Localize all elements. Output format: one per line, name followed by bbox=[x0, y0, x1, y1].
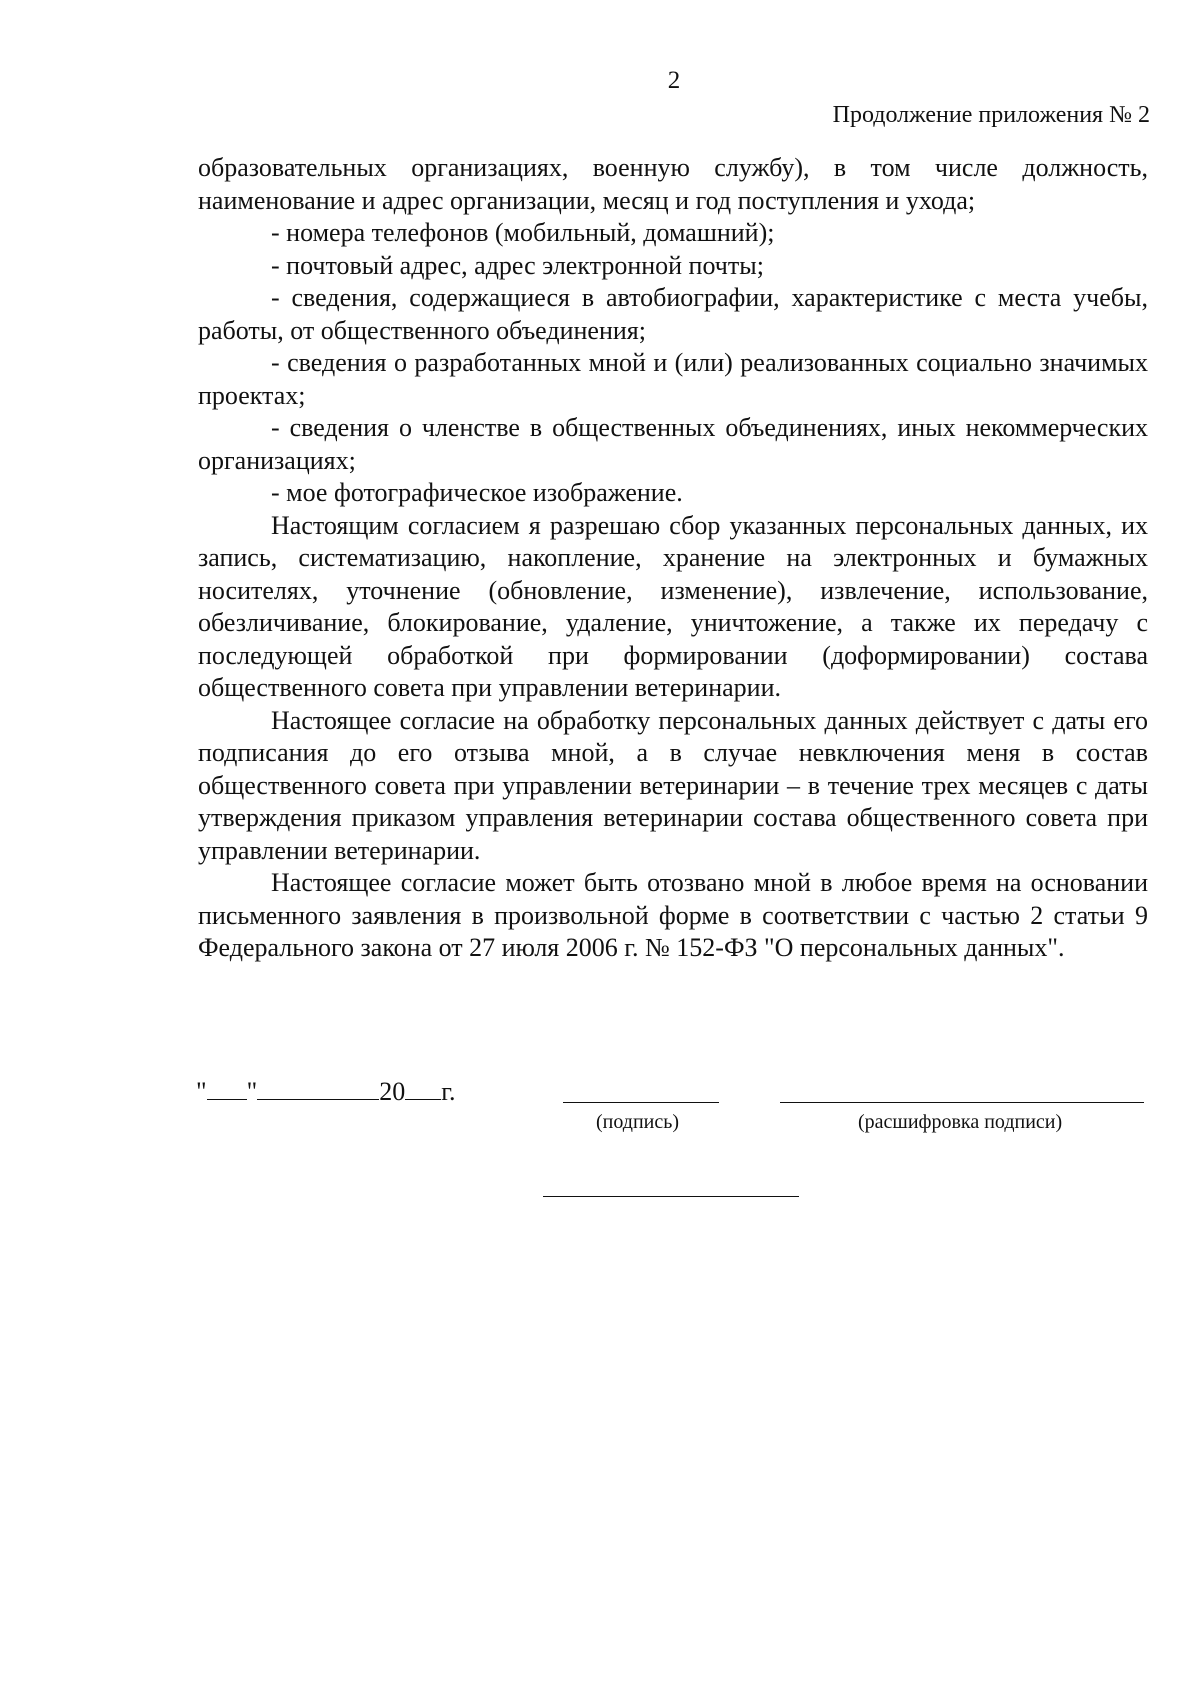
extra-signature-line bbox=[543, 1196, 799, 1197]
signature-caption: (подпись) bbox=[596, 1111, 680, 1133]
decoding-caption: (расшифровка подписи) bbox=[858, 1111, 1063, 1133]
date-line bbox=[196, 1075, 455, 1107]
paragraph: образовательных организациях, военную службу), в том числе должность, наименование и адрес организации, месяц и год поступления и ухода; bbox=[198, 153, 1148, 215]
year-blank bbox=[405, 1075, 441, 1100]
year-suffix: г. bbox=[441, 1077, 456, 1106]
paragraph: Настоящим согласием я разрешаю сбор указанных персональных данных, их запись, систематизацию, накопление, хранение на электронных и бумажных носителях, уточнение (обновление, изменение), извлечение, использование, обезличивание, блокирование, удаление, уничтожение, а также их передачу с последующей обработкой при формировании (доформировании) состава общественного совета при управлении ветеринарии. bbox=[198, 510, 1148, 702]
paragraph: Настоящее согласие на обработку персональных данных действует с даты его подписания до его отзыва мной, а в случае невключения меня в состав общественного совета при управлении ветеринарии – в течение трех месяцев с даты утверждения приказом управления ветеринарии состава общественного совета при управлении ветеринарии. bbox=[198, 705, 1148, 865]
day-blank bbox=[207, 1075, 247, 1100]
paragraph: - почтовый адрес, адрес электронной почты; bbox=[271, 250, 764, 280]
paragraph: - сведения, содержащиеся в автобиографии, характеристике с места учебы, работы, от общественного объединения; bbox=[198, 283, 1148, 345]
quote-close: " bbox=[246, 1077, 258, 1106]
paragraph: - номера телефонов (мобильный, домашний); bbox=[271, 218, 775, 247]
month-blank bbox=[257, 1075, 379, 1100]
decoding-line bbox=[780, 1102, 1144, 1103]
quote-open: " bbox=[196, 1077, 207, 1106]
document-body bbox=[198, 152, 1148, 965]
paragraph: Настоящее согласие может быть отозвано мной в любое время на основании письменного заявления в произвольной форме в соответствии с частью 2 статьи 9 Федерального закона от 27 июля 2006 г. № 152-ФЗ "О персональных данных". bbox=[198, 868, 1148, 962]
appendix-note: Продолжение приложения № 2 bbox=[832, 102, 1150, 128]
paragraph: - сведения о разработанных мной и (или) реализованных социально значимых проектах; bbox=[198, 348, 1148, 410]
year-prefix: 20 bbox=[379, 1077, 406, 1106]
paragraph: - сведения о членстве в общественных объединениях, иных некоммерческих организациях; bbox=[198, 413, 1148, 475]
page-number: 2 bbox=[667, 67, 681, 94]
signature-line bbox=[563, 1102, 719, 1103]
paragraph: - мое фотографическое изображение. bbox=[271, 478, 683, 507]
